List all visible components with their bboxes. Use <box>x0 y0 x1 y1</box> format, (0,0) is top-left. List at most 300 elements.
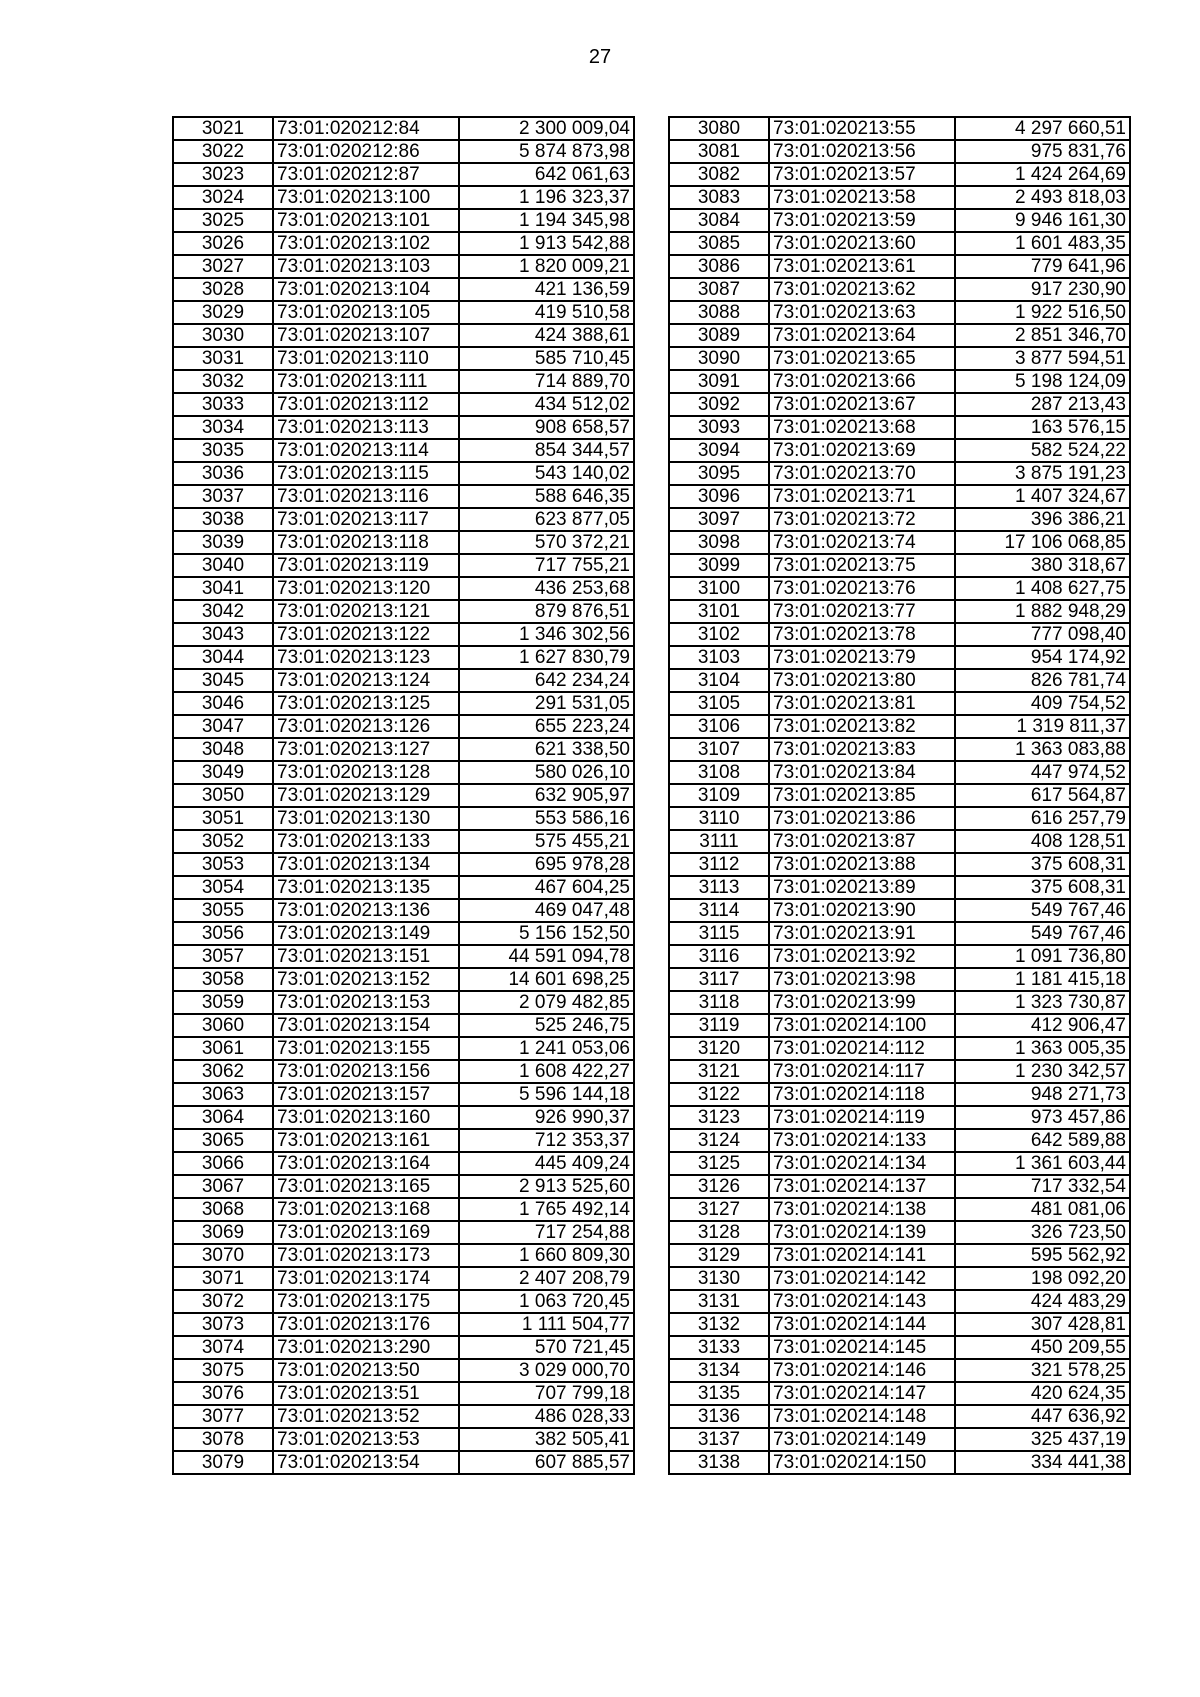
cadastral-number-cell: 73:01:020213:50 <box>273 1359 459 1382</box>
row-number-cell: 3031 <box>173 347 273 370</box>
row-number-cell: 3093 <box>669 416 769 439</box>
cadastral-number-cell: 73:01:020213:119 <box>273 554 459 577</box>
cadastral-number-cell: 73:01:020214:133 <box>769 1129 955 1152</box>
cadastral-number-cell: 73:01:020213:124 <box>273 669 459 692</box>
value-cell: 436 253,68 <box>459 577 634 600</box>
value-cell: 326 723,50 <box>955 1221 1130 1244</box>
row-number-cell: 3085 <box>669 232 769 255</box>
value-cell: 777 098,40 <box>955 623 1130 646</box>
row-number-cell: 3105 <box>669 692 769 715</box>
cadastral-number-cell: 73:01:020214:118 <box>769 1083 955 1106</box>
value-cell: 424 388,61 <box>459 324 634 347</box>
table-row <box>669 554 1130 577</box>
table-row <box>669 761 1130 784</box>
row-number-cell: 3044 <box>173 646 273 669</box>
value-cell: 5 198 124,09 <box>955 370 1130 393</box>
row-number-cell: 3062 <box>173 1060 273 1083</box>
row-number-cell: 3030 <box>173 324 273 347</box>
table-row <box>173 1405 634 1428</box>
table-row <box>669 1290 1130 1313</box>
cadastral-number-cell: 73:01:020214:119 <box>769 1106 955 1129</box>
table-row <box>173 761 634 784</box>
row-number-cell: 3114 <box>669 899 769 922</box>
table-row <box>173 255 634 278</box>
table-row <box>669 462 1130 485</box>
row-number-cell: 3042 <box>173 600 273 623</box>
value-cell: 375 608,31 <box>955 853 1130 876</box>
value-cell: 450 209,55 <box>955 1336 1130 1359</box>
value-cell: 1 363 005,35 <box>955 1037 1130 1060</box>
value-cell: 549 767,46 <box>955 899 1130 922</box>
cadastral-number-cell: 73:01:020213:92 <box>769 945 955 968</box>
row-number-cell: 3024 <box>173 186 273 209</box>
table-row <box>173 485 634 508</box>
row-number-cell: 3071 <box>173 1267 273 1290</box>
value-cell: 570 721,45 <box>459 1336 634 1359</box>
table-row <box>173 347 634 370</box>
value-cell: 616 257,79 <box>955 807 1130 830</box>
table-row <box>669 1221 1130 1244</box>
cadastral-number-cell: 73:01:020213:63 <box>769 301 955 324</box>
value-cell: 543 140,02 <box>459 462 634 485</box>
table-row <box>669 830 1130 853</box>
value-cell: 1 181 415,18 <box>955 968 1130 991</box>
value-cell: 1 608 422,27 <box>459 1060 634 1083</box>
row-number-cell: 3036 <box>173 462 273 485</box>
table-row <box>669 393 1130 416</box>
cadastral-number-cell: 73:01:020214:142 <box>769 1267 955 1290</box>
table-row <box>669 278 1130 301</box>
table-row <box>173 416 634 439</box>
row-number-cell: 3110 <box>669 807 769 830</box>
table-row <box>173 232 634 255</box>
table-row <box>173 554 634 577</box>
table-row <box>173 370 634 393</box>
value-cell: 1 627 830,79 <box>459 646 634 669</box>
table-row <box>173 301 634 324</box>
row-number-cell: 3115 <box>669 922 769 945</box>
row-number-cell: 3112 <box>669 853 769 876</box>
table-row <box>669 1152 1130 1175</box>
value-cell: 382 505,41 <box>459 1428 634 1451</box>
value-cell: 973 457,86 <box>955 1106 1130 1129</box>
table-row <box>173 1198 634 1221</box>
cadastral-number-cell: 73:01:020213:154 <box>273 1014 459 1037</box>
table-row <box>173 186 634 209</box>
row-number-cell: 3087 <box>669 278 769 301</box>
row-number-cell: 3047 <box>173 715 273 738</box>
cadastral-number-cell: 73:01:020213:81 <box>769 692 955 715</box>
table-row <box>173 278 634 301</box>
cadastral-number-cell: 73:01:020214:144 <box>769 1313 955 1336</box>
value-cell: 1 424 264,69 <box>955 163 1130 186</box>
row-number-cell: 3090 <box>669 347 769 370</box>
value-cell: 409 754,52 <box>955 692 1130 715</box>
cadastral-number-cell: 73:01:020213:55 <box>769 117 955 140</box>
cadastral-number-cell: 73:01:020213:111 <box>273 370 459 393</box>
table-row <box>669 1428 1130 1451</box>
cadastral-number-cell: 73:01:020213:169 <box>273 1221 459 1244</box>
table-row <box>173 669 634 692</box>
value-cell: 5 156 152,50 <box>459 922 634 945</box>
value-cell: 1 660 809,30 <box>459 1244 634 1267</box>
row-number-cell: 3123 <box>669 1106 769 1129</box>
value-cell: 879 876,51 <box>459 600 634 623</box>
table-row <box>173 1083 634 1106</box>
cadastral-number-cell: 73:01:020213:176 <box>273 1313 459 1336</box>
cadastral-number-cell: 73:01:020213:103 <box>273 255 459 278</box>
row-number-cell: 3032 <box>173 370 273 393</box>
cadastral-number-cell: 73:01:020213:168 <box>273 1198 459 1221</box>
row-number-cell: 3131 <box>669 1290 769 1313</box>
row-number-cell: 3137 <box>669 1428 769 1451</box>
cadastral-number-cell: 73:01:020213:79 <box>769 646 955 669</box>
table-row <box>173 1382 634 1405</box>
table-row <box>669 669 1130 692</box>
value-cell: 1 913 542,88 <box>459 232 634 255</box>
table-row <box>669 140 1130 163</box>
value-cell: 291 531,05 <box>459 692 634 715</box>
left-register-table <box>172 116 635 1475</box>
row-number-cell: 3037 <box>173 485 273 508</box>
value-cell: 447 636,92 <box>955 1405 1130 1428</box>
value-cell: 642 061,63 <box>459 163 634 186</box>
table-row <box>669 646 1130 669</box>
cadastral-number-cell: 73:01:020213:51 <box>273 1382 459 1405</box>
row-number-cell: 3064 <box>173 1106 273 1129</box>
row-number-cell: 3025 <box>173 209 273 232</box>
cadastral-number-cell: 73:01:020213:120 <box>273 577 459 600</box>
cadastral-number-cell: 73:01:020213:133 <box>273 830 459 853</box>
cadastral-number-cell: 73:01:020213:129 <box>273 784 459 807</box>
row-number-cell: 3058 <box>173 968 273 991</box>
row-number-cell: 3061 <box>173 1037 273 1060</box>
value-cell: 434 512,02 <box>459 393 634 416</box>
cadastral-number-cell: 73:01:020213:153 <box>273 991 459 1014</box>
row-number-cell: 3136 <box>669 1405 769 1428</box>
table-row <box>669 968 1130 991</box>
cadastral-number-cell: 73:01:020213:290 <box>273 1336 459 1359</box>
table-row <box>669 1198 1130 1221</box>
cadastral-number-cell: 73:01:020213:91 <box>769 922 955 945</box>
cadastral-number-cell: 73:01:020213:126 <box>273 715 459 738</box>
value-cell: 826 781,74 <box>955 669 1130 692</box>
cadastral-number-cell: 73:01:020213:161 <box>273 1129 459 1152</box>
value-cell: 655 223,24 <box>459 715 634 738</box>
row-number-cell: 3098 <box>669 531 769 554</box>
table-row <box>669 692 1130 715</box>
value-cell: 163 576,15 <box>955 416 1130 439</box>
cadastral-number-cell: 73:01:020213:115 <box>273 462 459 485</box>
table-row <box>173 853 634 876</box>
cadastral-number-cell: 73:01:020213:135 <box>273 876 459 899</box>
table-row <box>669 1382 1130 1405</box>
row-number-cell: 3066 <box>173 1152 273 1175</box>
value-cell: 632 905,97 <box>459 784 634 807</box>
row-number-cell: 3054 <box>173 876 273 899</box>
value-cell: 1 346 302,56 <box>459 623 634 646</box>
table-row <box>669 416 1130 439</box>
table-row <box>173 876 634 899</box>
cadastral-number-cell: 73:01:020213:66 <box>769 370 955 393</box>
value-cell: 198 092,20 <box>955 1267 1130 1290</box>
value-cell: 1 922 516,50 <box>955 301 1130 324</box>
value-cell: 588 646,35 <box>459 485 634 508</box>
table-row <box>669 531 1130 554</box>
row-number-cell: 3126 <box>669 1175 769 1198</box>
cadastral-number-cell: 73:01:020213:105 <box>273 301 459 324</box>
table-row <box>669 1014 1130 1037</box>
table-row <box>173 922 634 945</box>
value-cell: 9 946 161,30 <box>955 209 1130 232</box>
value-cell: 375 608,31 <box>955 876 1130 899</box>
value-cell: 14 601 698,25 <box>459 968 634 991</box>
value-cell: 1 407 324,67 <box>955 485 1130 508</box>
table-row <box>173 715 634 738</box>
table-row <box>669 623 1130 646</box>
value-cell: 948 271,73 <box>955 1083 1130 1106</box>
value-cell: 481 081,06 <box>955 1198 1130 1221</box>
cadastral-number-cell: 73:01:020213:127 <box>273 738 459 761</box>
row-number-cell: 3079 <box>173 1451 273 1474</box>
cadastral-number-cell: 73:01:020212:87 <box>273 163 459 186</box>
row-number-cell: 3128 <box>669 1221 769 1244</box>
row-number-cell: 3084 <box>669 209 769 232</box>
row-number-cell: 3038 <box>173 508 273 531</box>
value-cell: 1 063 720,45 <box>459 1290 634 1313</box>
table-row <box>669 370 1130 393</box>
cadastral-number-cell: 73:01:020213:125 <box>273 692 459 715</box>
table-row <box>669 232 1130 255</box>
cadastral-number-cell: 73:01:020214:134 <box>769 1152 955 1175</box>
cadastral-number-cell: 73:01:020214:149 <box>769 1428 955 1451</box>
row-number-cell: 3096 <box>669 485 769 508</box>
row-number-cell: 3102 <box>669 623 769 646</box>
value-cell: 412 906,47 <box>955 1014 1130 1037</box>
value-cell: 2 300 009,04 <box>459 117 634 140</box>
table-row <box>669 1244 1130 1267</box>
row-number-cell: 3046 <box>173 692 273 715</box>
row-number-cell: 3117 <box>669 968 769 991</box>
value-cell: 467 604,25 <box>459 876 634 899</box>
value-cell: 525 246,75 <box>459 1014 634 1037</box>
row-number-cell: 3107 <box>669 738 769 761</box>
table-row <box>669 1359 1130 1382</box>
table-row <box>669 738 1130 761</box>
table-row <box>173 830 634 853</box>
value-cell: 334 441,38 <box>955 1451 1130 1474</box>
row-number-cell: 3033 <box>173 393 273 416</box>
row-number-cell: 3124 <box>669 1129 769 1152</box>
value-cell: 575 455,21 <box>459 830 634 853</box>
row-number-cell: 3119 <box>669 1014 769 1037</box>
row-number-cell: 3049 <box>173 761 273 784</box>
row-number-cell: 3121 <box>669 1060 769 1083</box>
row-number-cell: 3094 <box>669 439 769 462</box>
table-row <box>669 1129 1130 1152</box>
value-cell: 642 589,88 <box>955 1129 1130 1152</box>
cadastral-number-cell: 73:01:020213:60 <box>769 232 955 255</box>
value-cell: 5 874 873,98 <box>459 140 634 163</box>
table-row <box>173 738 634 761</box>
row-number-cell: 3135 <box>669 1382 769 1405</box>
cadastral-number-cell: 73:01:020213:173 <box>273 1244 459 1267</box>
value-cell: 287 213,43 <box>955 393 1130 416</box>
row-number-cell: 3116 <box>669 945 769 968</box>
value-cell: 585 710,45 <box>459 347 634 370</box>
row-number-cell: 3120 <box>669 1037 769 1060</box>
row-number-cell: 3065 <box>173 1129 273 1152</box>
value-cell: 2 079 482,85 <box>459 991 634 1014</box>
table-row <box>173 1336 634 1359</box>
cadastral-number-cell: 73:01:020213:114 <box>273 439 459 462</box>
table-row <box>173 1267 634 1290</box>
cadastral-number-cell: 73:01:020214:147 <box>769 1382 955 1405</box>
value-cell: 623 877,05 <box>459 508 634 531</box>
row-number-cell: 3045 <box>173 669 273 692</box>
row-number-cell: 3023 <box>173 163 273 186</box>
table-row <box>669 1451 1130 1474</box>
row-number-cell: 3026 <box>173 232 273 255</box>
row-number-cell: 3109 <box>669 784 769 807</box>
table-row <box>669 991 1130 1014</box>
row-number-cell: 3089 <box>669 324 769 347</box>
row-number-cell: 3040 <box>173 554 273 577</box>
cadastral-number-cell: 73:01:020213:84 <box>769 761 955 784</box>
row-number-cell: 3100 <box>669 577 769 600</box>
table-row <box>669 945 1130 968</box>
table-row <box>669 117 1130 140</box>
cadastral-number-cell: 73:01:020212:84 <box>273 117 459 140</box>
table-row <box>173 439 634 462</box>
table-row <box>669 1313 1130 1336</box>
row-number-cell: 3050 <box>173 784 273 807</box>
cadastral-number-cell: 73:01:020213:102 <box>273 232 459 255</box>
table-row <box>173 1244 634 1267</box>
table-row <box>173 1221 634 1244</box>
table-row <box>173 577 634 600</box>
value-cell: 717 755,21 <box>459 554 634 577</box>
table-row <box>173 1037 634 1060</box>
cadastral-number-cell: 73:01:020213:130 <box>273 807 459 830</box>
row-number-cell: 3057 <box>173 945 273 968</box>
cadastral-number-cell: 73:01:020213:156 <box>273 1060 459 1083</box>
cadastral-number-cell: 73:01:020213:113 <box>273 416 459 439</box>
table-row <box>669 1267 1130 1290</box>
table-row <box>173 1290 634 1313</box>
cadastral-number-cell: 73:01:020214:139 <box>769 1221 955 1244</box>
value-cell: 854 344,57 <box>459 439 634 462</box>
value-cell: 642 234,24 <box>459 669 634 692</box>
value-cell: 307 428,81 <box>955 1313 1130 1336</box>
row-number-cell: 3101 <box>669 600 769 623</box>
value-cell: 975 831,76 <box>955 140 1130 163</box>
cadastral-number-cell: 73:01:020213:121 <box>273 600 459 623</box>
row-number-cell: 3063 <box>173 1083 273 1106</box>
cadastral-number-cell: 73:01:020213:85 <box>769 784 955 807</box>
cadastral-number-cell: 73:01:020213:58 <box>769 186 955 209</box>
table-row <box>173 807 634 830</box>
cadastral-number-cell: 73:01:020213:155 <box>273 1037 459 1060</box>
table-row <box>173 462 634 485</box>
cadastral-number-cell: 73:01:020213:56 <box>769 140 955 163</box>
table-row <box>669 715 1130 738</box>
table-row <box>173 1152 634 1175</box>
cadastral-number-cell: 73:01:020213:52 <box>273 1405 459 1428</box>
cadastral-number-cell: 73:01:020213:98 <box>769 968 955 991</box>
row-number-cell: 3132 <box>669 1313 769 1336</box>
row-number-cell: 3075 <box>173 1359 273 1382</box>
cadastral-number-cell: 73:01:020213:165 <box>273 1175 459 1198</box>
value-cell: 4 297 660,51 <box>955 117 1130 140</box>
table-row <box>669 1106 1130 1129</box>
value-cell: 580 026,10 <box>459 761 634 784</box>
value-cell: 325 437,19 <box>955 1428 1130 1451</box>
value-cell: 549 767,46 <box>955 922 1130 945</box>
value-cell: 1 601 483,35 <box>955 232 1130 255</box>
cadastral-number-cell: 73:01:020214:137 <box>769 1175 955 1198</box>
cadastral-number-cell: 73:01:020213:69 <box>769 439 955 462</box>
row-number-cell: 3134 <box>669 1359 769 1382</box>
table-row <box>669 1405 1130 1428</box>
table-row <box>669 807 1130 830</box>
table-row <box>173 1175 634 1198</box>
cadastral-number-cell: 73:01:020214:148 <box>769 1405 955 1428</box>
value-cell: 1 765 492,14 <box>459 1198 634 1221</box>
value-cell: 595 562,92 <box>955 1244 1130 1267</box>
cadastral-number-cell: 73:01:020212:86 <box>273 140 459 163</box>
value-cell: 486 028,33 <box>459 1405 634 1428</box>
table-row <box>173 784 634 807</box>
table-row <box>173 1451 634 1474</box>
right-register-table <box>668 116 1131 1475</box>
table-row <box>669 1083 1130 1106</box>
value-cell: 408 128,51 <box>955 830 1130 853</box>
value-cell: 717 332,54 <box>955 1175 1130 1198</box>
row-number-cell: 3104 <box>669 669 769 692</box>
table-row <box>173 1060 634 1083</box>
row-number-cell: 3073 <box>173 1313 273 1336</box>
cadastral-number-cell: 73:01:020214:100 <box>769 1014 955 1037</box>
row-number-cell: 3086 <box>669 255 769 278</box>
table-row <box>173 140 634 163</box>
cadastral-number-cell: 73:01:020213:164 <box>273 1152 459 1175</box>
row-number-cell: 3111 <box>669 830 769 853</box>
value-cell: 617 564,87 <box>955 784 1130 807</box>
table-row <box>173 646 634 669</box>
row-number-cell: 3074 <box>173 1336 273 1359</box>
value-cell: 908 658,57 <box>459 416 634 439</box>
value-cell: 1 091 736,80 <box>955 945 1130 968</box>
value-cell: 1 230 342,57 <box>955 1060 1130 1083</box>
value-cell: 1 111 504,77 <box>459 1313 634 1336</box>
row-number-cell: 3027 <box>173 255 273 278</box>
table-row <box>173 531 634 554</box>
table-row <box>669 853 1130 876</box>
table-row <box>173 508 634 531</box>
cadastral-number-cell: 73:01:020214:117 <box>769 1060 955 1083</box>
cadastral-number-cell: 73:01:020213:87 <box>769 830 955 853</box>
value-cell: 1 361 603,44 <box>955 1152 1130 1175</box>
cadastral-number-cell: 73:01:020213:53 <box>273 1428 459 1451</box>
table-row <box>173 1014 634 1037</box>
row-number-cell: 3133 <box>669 1336 769 1359</box>
value-cell: 445 409,24 <box>459 1152 634 1175</box>
row-number-cell: 3091 <box>669 370 769 393</box>
value-cell: 695 978,28 <box>459 853 634 876</box>
cadastral-number-cell: 73:01:020213:104 <box>273 278 459 301</box>
cadastral-number-cell: 73:01:020213:152 <box>273 968 459 991</box>
